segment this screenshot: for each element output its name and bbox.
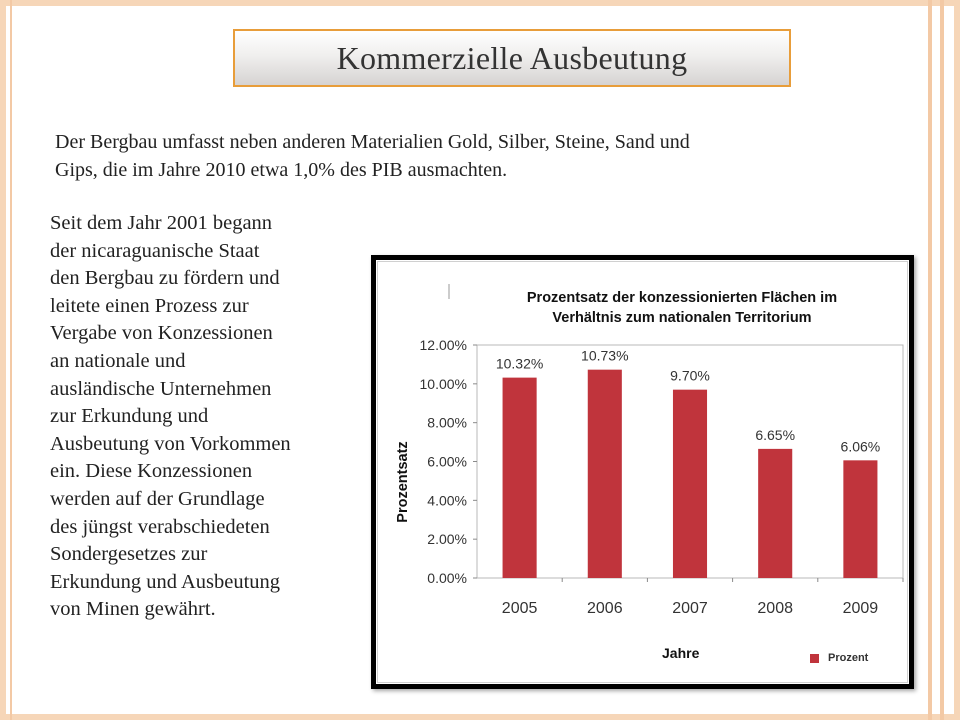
intro-line: Der Bergbau umfasst neben anderen Materialien Gold, Silber, Steine, Sand und — [55, 131, 690, 153]
body-line: zur Erkundung und — [50, 405, 209, 428]
data-label: 6.06% — [840, 438, 881, 455]
bar — [843, 460, 877, 578]
slide-title-text: Kommerzielle Ausbeutung — [336, 39, 688, 76]
intro-line: Gips, die im Jahre 2010 etwa 1,0% des PIB ausmachten. — [55, 159, 508, 181]
body-line: Ausbeutung von Vorkommen — [50, 432, 291, 455]
bar — [758, 449, 792, 578]
x-axis-label: Jahre — [662, 645, 700, 661]
bar — [673, 390, 707, 578]
y-tick-label: 12.00% — [419, 337, 467, 353]
body-line: Erkundung und Ausbeutung — [50, 570, 281, 593]
y-axis-label: Prozentsatz — [395, 441, 411, 523]
y-tick-label: 2.00% — [427, 531, 467, 548]
body-line: von Minen gewährt. — [50, 598, 216, 621]
chart-title-line: Verhältnis zum nationalen Territorium — [552, 310, 812, 326]
body-line: Sondergesetzes zur — [50, 543, 208, 566]
body-line: der nicaraguanische Staat — [50, 239, 260, 262]
body-line: werden auf der Grundlage — [50, 487, 265, 510]
data-label: 9.70% — [670, 367, 710, 384]
body-line: ein. Diese Konzessionen — [50, 460, 253, 483]
chart-title — [452, 288, 912, 328]
y-tick-label: 4.00% — [427, 492, 467, 509]
y-tick-label: 6.00% — [427, 453, 467, 470]
bar — [588, 370, 622, 578]
x-tick-label: 2005 — [501, 600, 538, 617]
legend-swatch — [810, 654, 819, 663]
x-tick-label: 2006 — [587, 600, 623, 617]
bar — [503, 378, 537, 578]
body-line: Vergabe von Konzessionen — [50, 322, 273, 345]
chart-legend — [810, 652, 868, 664]
data-label: 10.73% — [581, 347, 629, 364]
data-label: 6.65% — [755, 426, 796, 443]
x-tick-label: 2008 — [757, 600, 793, 617]
body-line: ausländische Unternehmen — [50, 377, 272, 400]
body-line: an nationale und — [50, 349, 186, 372]
chart-title-line: Prozentsatz der konzessionierten Flächen im — [526, 290, 838, 306]
body-line: des jüngst verabschiedeten — [50, 515, 270, 538]
y-tick-label: 10.00% — [419, 375, 467, 392]
y-tick-label: 0.00% — [427, 570, 467, 586]
y-tick-label: 8.00% — [427, 414, 467, 431]
body-line: Seit dem Jahr 2001 begann — [50, 212, 273, 234]
body-line: den Bergbau zu fördern und — [50, 267, 280, 290]
x-tick-label: 2007 — [672, 600, 708, 617]
data-label: 10.32% — [495, 355, 544, 372]
body-line: leitete einen Prozess zur — [50, 294, 249, 317]
legend-label: Prozent — [828, 652, 869, 664]
x-tick-label: 2009 — [842, 600, 879, 617]
